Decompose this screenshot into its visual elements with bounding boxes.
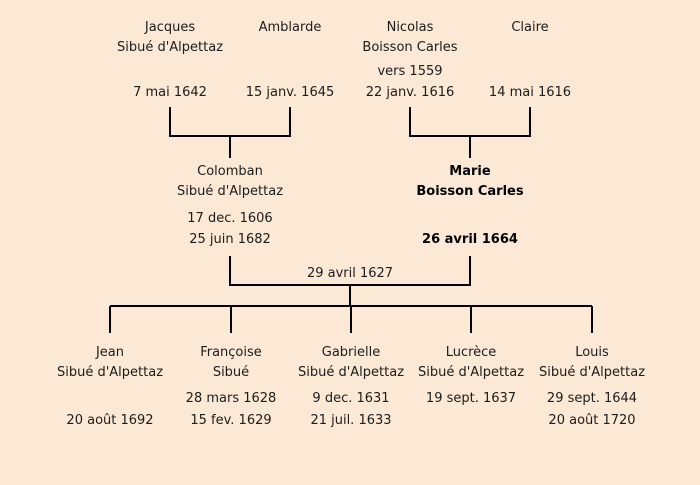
date-line-2: 20 août 1720 [548, 413, 636, 428]
date-line-1: vers 1559 [377, 64, 443, 79]
date-line-1: 29 sept. 1644 [546, 391, 638, 406]
person-gabrielle[interactable] [281, 339, 421, 435]
date-line-2: 20 août 1692 [66, 413, 154, 428]
person-surname: Boisson Carles [416, 184, 524, 199]
person-louis[interactable] [522, 339, 662, 435]
person-name: Françoise [200, 345, 262, 360]
person-surname: Boisson Carles [362, 40, 458, 55]
person-surname: Sibué d'Alpettaz [297, 365, 405, 380]
marriage-date-label: 29 avril 1627 [306, 266, 394, 281]
person-surname: Sibué d'Alpettaz [176, 184, 284, 199]
date-line-1: 17 dec. 1606 [187, 211, 273, 226]
date-line-2: 26 avril 1664 [422, 232, 518, 247]
date-line-2: 22 janv. 1616 [365, 85, 455, 100]
person-amblarde[interactable] [220, 14, 360, 110]
person-name: Gabrielle [321, 345, 381, 360]
person-jacques[interactable] [100, 14, 240, 110]
person-francoise[interactable] [161, 339, 301, 435]
date-line-2: 15 fev. 1629 [190, 413, 272, 428]
date-line-2: 14 mai 1616 [488, 85, 572, 100]
person-surname: Sibué d'Alpettaz [538, 365, 646, 380]
person-nicolas[interactable] [340, 14, 480, 110]
connector-nicolas-claire [410, 107, 530, 158]
person-name: Nicolas [386, 20, 434, 35]
person-name: Amblarde [258, 20, 322, 35]
person-jean[interactable] [40, 339, 180, 435]
connector-jacques-amblarde [170, 107, 290, 158]
person-name: Lucrèce [445, 345, 497, 360]
date-line-2: 25 juin 1682 [189, 232, 271, 247]
date-line-1: 19 sept. 1637 [425, 391, 517, 406]
person-name: Jean [95, 345, 125, 360]
person-name: Claire [511, 20, 549, 35]
date-line-2: 15 janv. 1645 [245, 85, 335, 100]
person-surname: Sibué d'Alpettaz [116, 40, 224, 55]
person-claire[interactable] [460, 14, 600, 110]
person-name: Marie [449, 164, 491, 179]
date-line-1: 28 mars 1628 [185, 391, 277, 406]
date-line-2: 7 mai 1642 [133, 85, 207, 100]
person-colomban[interactable] [160, 158, 300, 254]
person-name: Jacques [144, 20, 196, 35]
person-marie-highlighted[interactable] [400, 158, 540, 254]
person-surname: Sibué d'Alpettaz [417, 365, 525, 380]
person-name: Louis [575, 345, 609, 360]
person-name: Colomban [197, 164, 263, 179]
person-surname: Sibué [212, 365, 250, 380]
connector-children [110, 306, 592, 333]
date-line-1: 9 dec. 1631 [312, 391, 390, 406]
person-lucrece[interactable] [401, 339, 541, 435]
person-surname: Sibué d'Alpettaz [56, 365, 164, 380]
date-line-2: 21 juil. 1633 [310, 413, 392, 428]
